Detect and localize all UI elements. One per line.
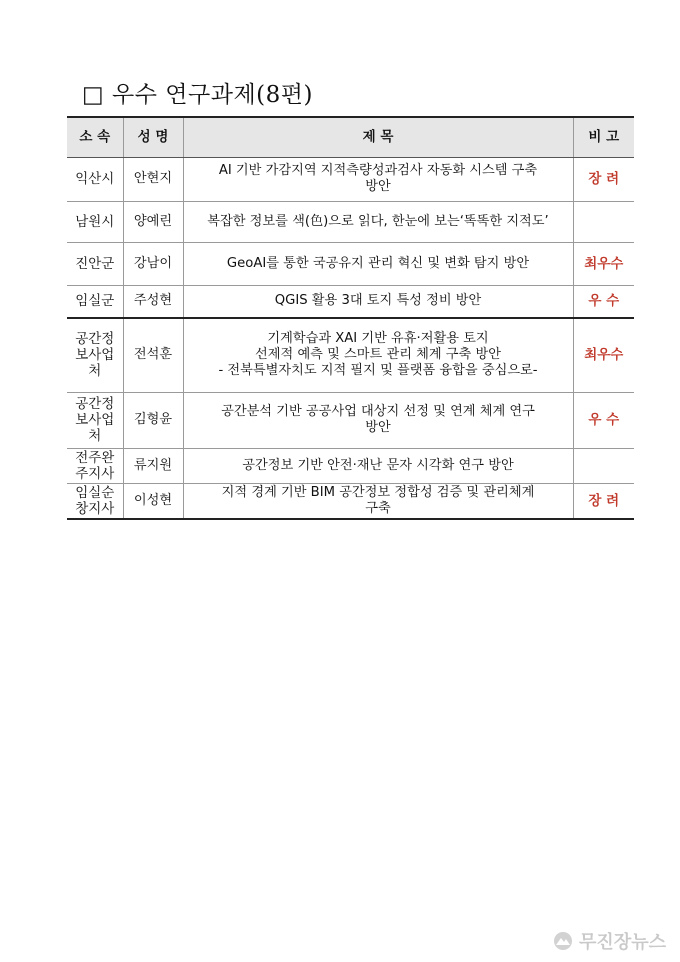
title-line: AI 기반 가감지역 지적측량성과검사 자동화 시스템 구축 xyxy=(218,163,538,178)
cell-affiliation xyxy=(67,392,123,448)
cell-title xyxy=(183,285,573,318)
header-affiliation: 소 속 xyxy=(67,117,123,157)
cell-note xyxy=(573,201,634,242)
title-line: 선제적 예측 및 스마트 관리 체계 구축 방안 xyxy=(255,347,501,363)
cell-name: 안현지 xyxy=(123,157,183,201)
cell-title xyxy=(183,448,573,483)
cell-name: 류지원 xyxy=(123,448,183,483)
cell-affiliation: 익산시 xyxy=(67,157,123,201)
cell-note: 우 수 xyxy=(573,285,634,318)
cell-affiliation xyxy=(67,448,123,483)
table-row xyxy=(67,242,634,285)
affiliation-line: 창지사 xyxy=(75,500,115,517)
affiliation-line: 임실순 xyxy=(75,484,115,501)
affiliation-line: 보사업 xyxy=(75,347,115,364)
cell-title xyxy=(183,392,573,448)
cell-note: 장 려 xyxy=(573,157,634,201)
watermark xyxy=(553,928,666,954)
affiliation-line: 처 xyxy=(88,363,102,380)
header-note: 비 고 xyxy=(573,117,634,157)
affiliation-line: 공간정 xyxy=(75,331,115,348)
watermark-text: 무진장뉴스 xyxy=(579,932,666,953)
cell-title xyxy=(183,242,573,285)
title-line: QGIS 활용 3대 토지 특성 정비 방안 xyxy=(274,293,482,309)
cell-note: 장 려 xyxy=(573,483,634,519)
affiliation-line: 전주완 xyxy=(75,449,115,466)
table-header-row xyxy=(67,117,634,157)
cell-title xyxy=(183,483,573,519)
cell-name: 김형윤 xyxy=(123,392,183,448)
affiliation-line: 공간정 xyxy=(75,396,115,412)
cell-name: 양예린 xyxy=(123,201,183,242)
cell-name: 이성현 xyxy=(123,483,183,519)
title-line: - 전북특별자치도 지적 필지 및 플랫폼 융합을 중심으로- xyxy=(218,363,538,379)
header-title: 제 목 xyxy=(183,117,573,157)
table-row xyxy=(67,318,634,392)
cell-affiliation xyxy=(67,318,123,392)
affiliation-line: 처 xyxy=(88,428,102,444)
cell-name: 전석훈 xyxy=(123,318,183,392)
title-line: 구축 xyxy=(365,500,391,516)
title-line: 기계학습과 XAI 기반 유휴·저활용 토지 xyxy=(267,331,489,347)
affiliation-line: 주지사 xyxy=(75,465,115,482)
watermark-logo-icon xyxy=(553,931,573,951)
cell-title xyxy=(183,157,573,201)
cell-note: 최우수 xyxy=(573,318,634,392)
cell-affiliation xyxy=(67,483,123,519)
cell-name: 강남이 xyxy=(123,242,183,285)
cell-title xyxy=(183,201,573,242)
cell-affiliation: 임실군 xyxy=(67,285,123,318)
cell-note: 우 수 xyxy=(573,392,634,448)
affiliation-line: 보사업 xyxy=(75,412,115,428)
cell-affiliation: 남원시 xyxy=(67,201,123,242)
cell-affiliation: 진안군 xyxy=(67,242,123,285)
table-row xyxy=(67,483,634,519)
table-row xyxy=(67,201,634,242)
table-row xyxy=(67,157,634,201)
page-title: □ 우수 연구과제(8편) xyxy=(82,82,313,108)
table-row xyxy=(67,392,634,448)
title-line: 방안 xyxy=(365,179,391,194)
header-name: 성 명 xyxy=(123,117,183,157)
cell-note xyxy=(573,448,634,483)
title-line: 지적 경계 기반 BIM 공간정보 정합성 검증 및 관리체계 xyxy=(221,484,535,500)
cell-title xyxy=(183,318,573,392)
awards-table xyxy=(67,116,634,520)
title-line: 복잡한 정보를 색(色)으로 읽다, 한눈에 보는‘똑똑한 지적도’ xyxy=(207,213,549,229)
title-line: 공간분석 기반 공공사업 대상지 선정 및 연계 체계 연구 xyxy=(221,404,535,419)
cell-note: 최우수 xyxy=(573,242,634,285)
title-line: 공간정보 기반 안전·재난 문자 시각화 연구 방안 xyxy=(242,457,514,473)
title-line: 방안 xyxy=(365,420,391,435)
table-row xyxy=(67,448,634,483)
table-row xyxy=(67,285,634,318)
cell-name: 주성현 xyxy=(123,285,183,318)
title-line: GeoAI를 통한 국공유지 관리 혁신 및 변화 탐지 방안 xyxy=(226,255,530,271)
